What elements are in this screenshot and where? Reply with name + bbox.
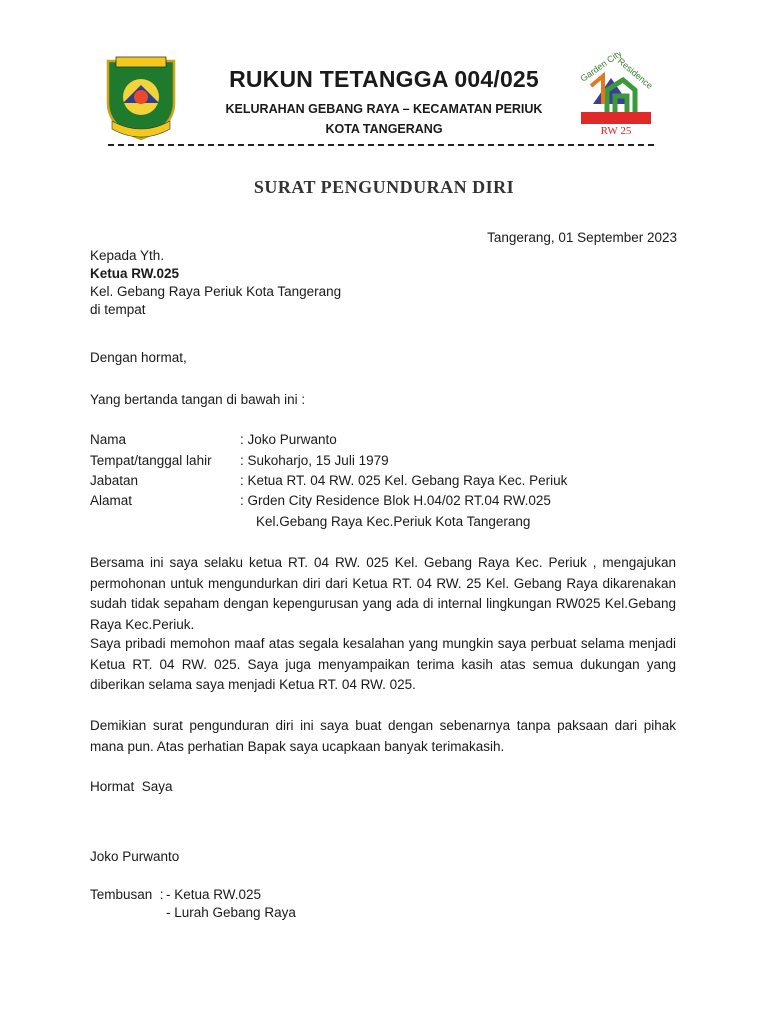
field-value-alamat: : Grden City Residence Blok H.04/02 RT.04 RW.025 [240, 493, 551, 508]
recipient-line-1: Kepada Yth. [90, 248, 165, 263]
letterhead-subtitle-2: KOTA TANGERANG [325, 122, 443, 136]
svg-text:Residence: Residence [615, 55, 655, 91]
recipient-line-2: Ketua RW.025 [90, 266, 180, 281]
intro-line: Yang bertanda tangan di bawah ini : [90, 392, 306, 407]
recipient-line-3: Kel. Gebang Raya Periuk Kota Tangerang [90, 284, 342, 299]
signer-name: Joko Purwanto [90, 849, 180, 864]
place-date: Tangerang, 01 September 2023 [487, 230, 677, 245]
field-label-jabatan: Jabatan [90, 473, 139, 488]
body-paragraph-2: Saya pribadi memohon maaf atas segala kesalahan yang mungkin saya perbuat selama menjadi Ketua RT. 04 RW. 025. Saya juga menyampaikan terima kasih atas semua dukungan yang diberikan selama saya menjadi Ketua RT. 04 RW. 025. [90, 636, 676, 692]
field-label-nama: Nama [90, 432, 127, 447]
cc-item-1: - Ketua RW.025 [166, 887, 262, 902]
body-paragraph-3: Demikian surat pengunduran diri ini saya buat dengan sebenarnya tanpa paksaan dari pihak mana pun. Atas perhatian Bapak saya ucapkaan banyak terimakasih. [90, 718, 676, 754]
field-label-ttl: Tempat/tanggal lahir [90, 453, 212, 468]
recipient-line-4: di tempat [90, 302, 146, 317]
field-value-alamat-cont: Kel.Gebang Raya Kec.Periuk Kota Tangerang [256, 514, 531, 529]
closing: Hormat Saya [90, 779, 173, 794]
cc-label: Tembusan : [90, 887, 164, 902]
document-title: SURAT PENGUNDURAN DIRI [253, 177, 515, 197]
field-value-nama: : Joko Purwanto [240, 432, 337, 447]
letterhead-subtitle-1: KELURAHAN GEBANG RAYA – KECAMATAN PERIUK [225, 102, 543, 116]
svg-text:RW 25: RW 25 [600, 125, 632, 137]
cc-item-2: - Lurah Gebang Raya [166, 905, 296, 920]
greeting: Dengan hormat, [90, 350, 187, 365]
letterhead-title: RUKUN TETANGGA 004/025 [229, 66, 539, 92]
field-value-ttl: : Sukoharjo, 15 Juli 1979 [240, 453, 389, 468]
field-label-alamat: Alamat [90, 493, 133, 508]
field-value-jabatan: : Ketua RT. 04 RW. 025 Kel. Gebang Raya Kec. Periuk [240, 473, 568, 488]
svg-text:Garden City: Garden City [578, 52, 624, 84]
body-paragraph-1: Bersama ini saya selaku ketua RT. 04 RW. 025 Kel. Gebang Raya Kec. Periuk , mengajukan permohonan untuk mengundurkan diri dari Ketua RT. 04 RW. 25 Kel. Gebang Raya dikarenakan sudah tidak sepaham dengan kepengurusan yang ada di internal lingkungan RW025 Kel.Gebang Raya Kec.Periuk. [90, 555, 676, 632]
header-divider [108, 144, 654, 146]
